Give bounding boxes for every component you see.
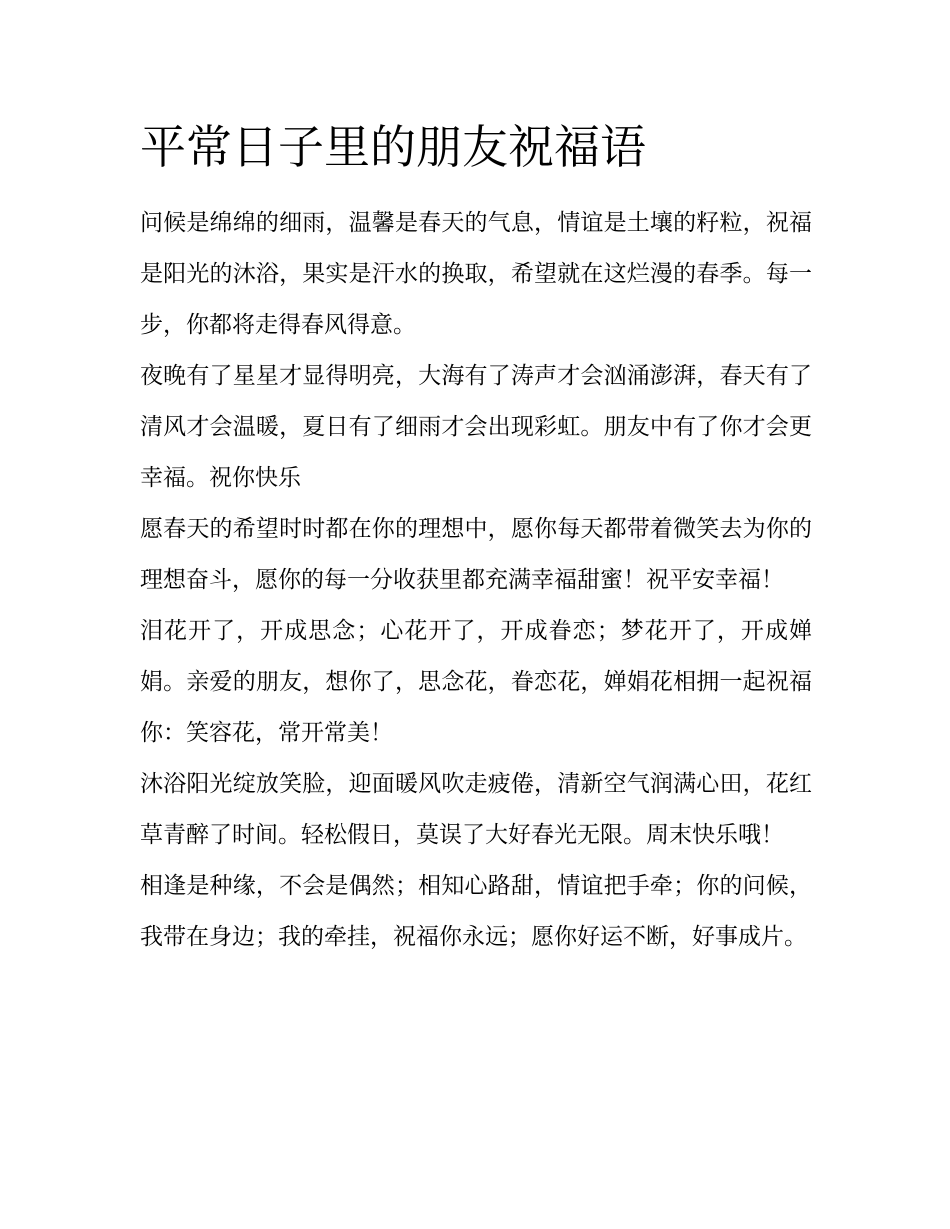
paragraph-2: 夜晚有了星星才显得明亮，大海有了涛声才会汹涌澎湃，春天有了清风才会温暖，夏日有了细雨才会出现彩虹。朋友中有了你才会更幸福。祝你快乐	[140, 363, 812, 491]
paragraph-3: 愿春天的希望时时都在你的理想中，愿你每天都带着微笑去为你的理想奋斗，愿你的每一分收获里都充满幸福甜蜜！祝平安幸福！	[140, 516, 812, 593]
document-body	[140, 118, 812, 963]
paragraph-5: 沐浴阳光绽放笑脸，迎面暖风吹走疲倦，清新空气润满心田，花红草青醉了时间。轻松假日，莫误了大好春光无限。周末快乐哦！	[140, 771, 812, 848]
document-title: 平常日子里的朋友祝福语	[140, 120, 646, 174]
paragraph-1: 问候是绵绵的细雨，温馨是春天的气息，情谊是土壤的籽粒，祝福是阳光的沐浴，果实是汗水的换取，希望就在这烂漫的春季。每一步，你都将走得春风得意。	[140, 210, 812, 338]
paragraph-4: 泪花开了，开成思念；心花开了，开成眷恋；梦花开了，开成婵娟。亲爱的朋友，想你了，思念花，眷恋花，婵娟花相拥一起祝福你：笑容花，常开常美！	[140, 618, 812, 746]
paragraph-6: 相逢是种缘，不会是偶然；相知心路甜，情谊把手牵；你的问候，我带在身边；我的牵挂，祝福你永远；愿你好运不断，好事成片。	[140, 873, 812, 950]
